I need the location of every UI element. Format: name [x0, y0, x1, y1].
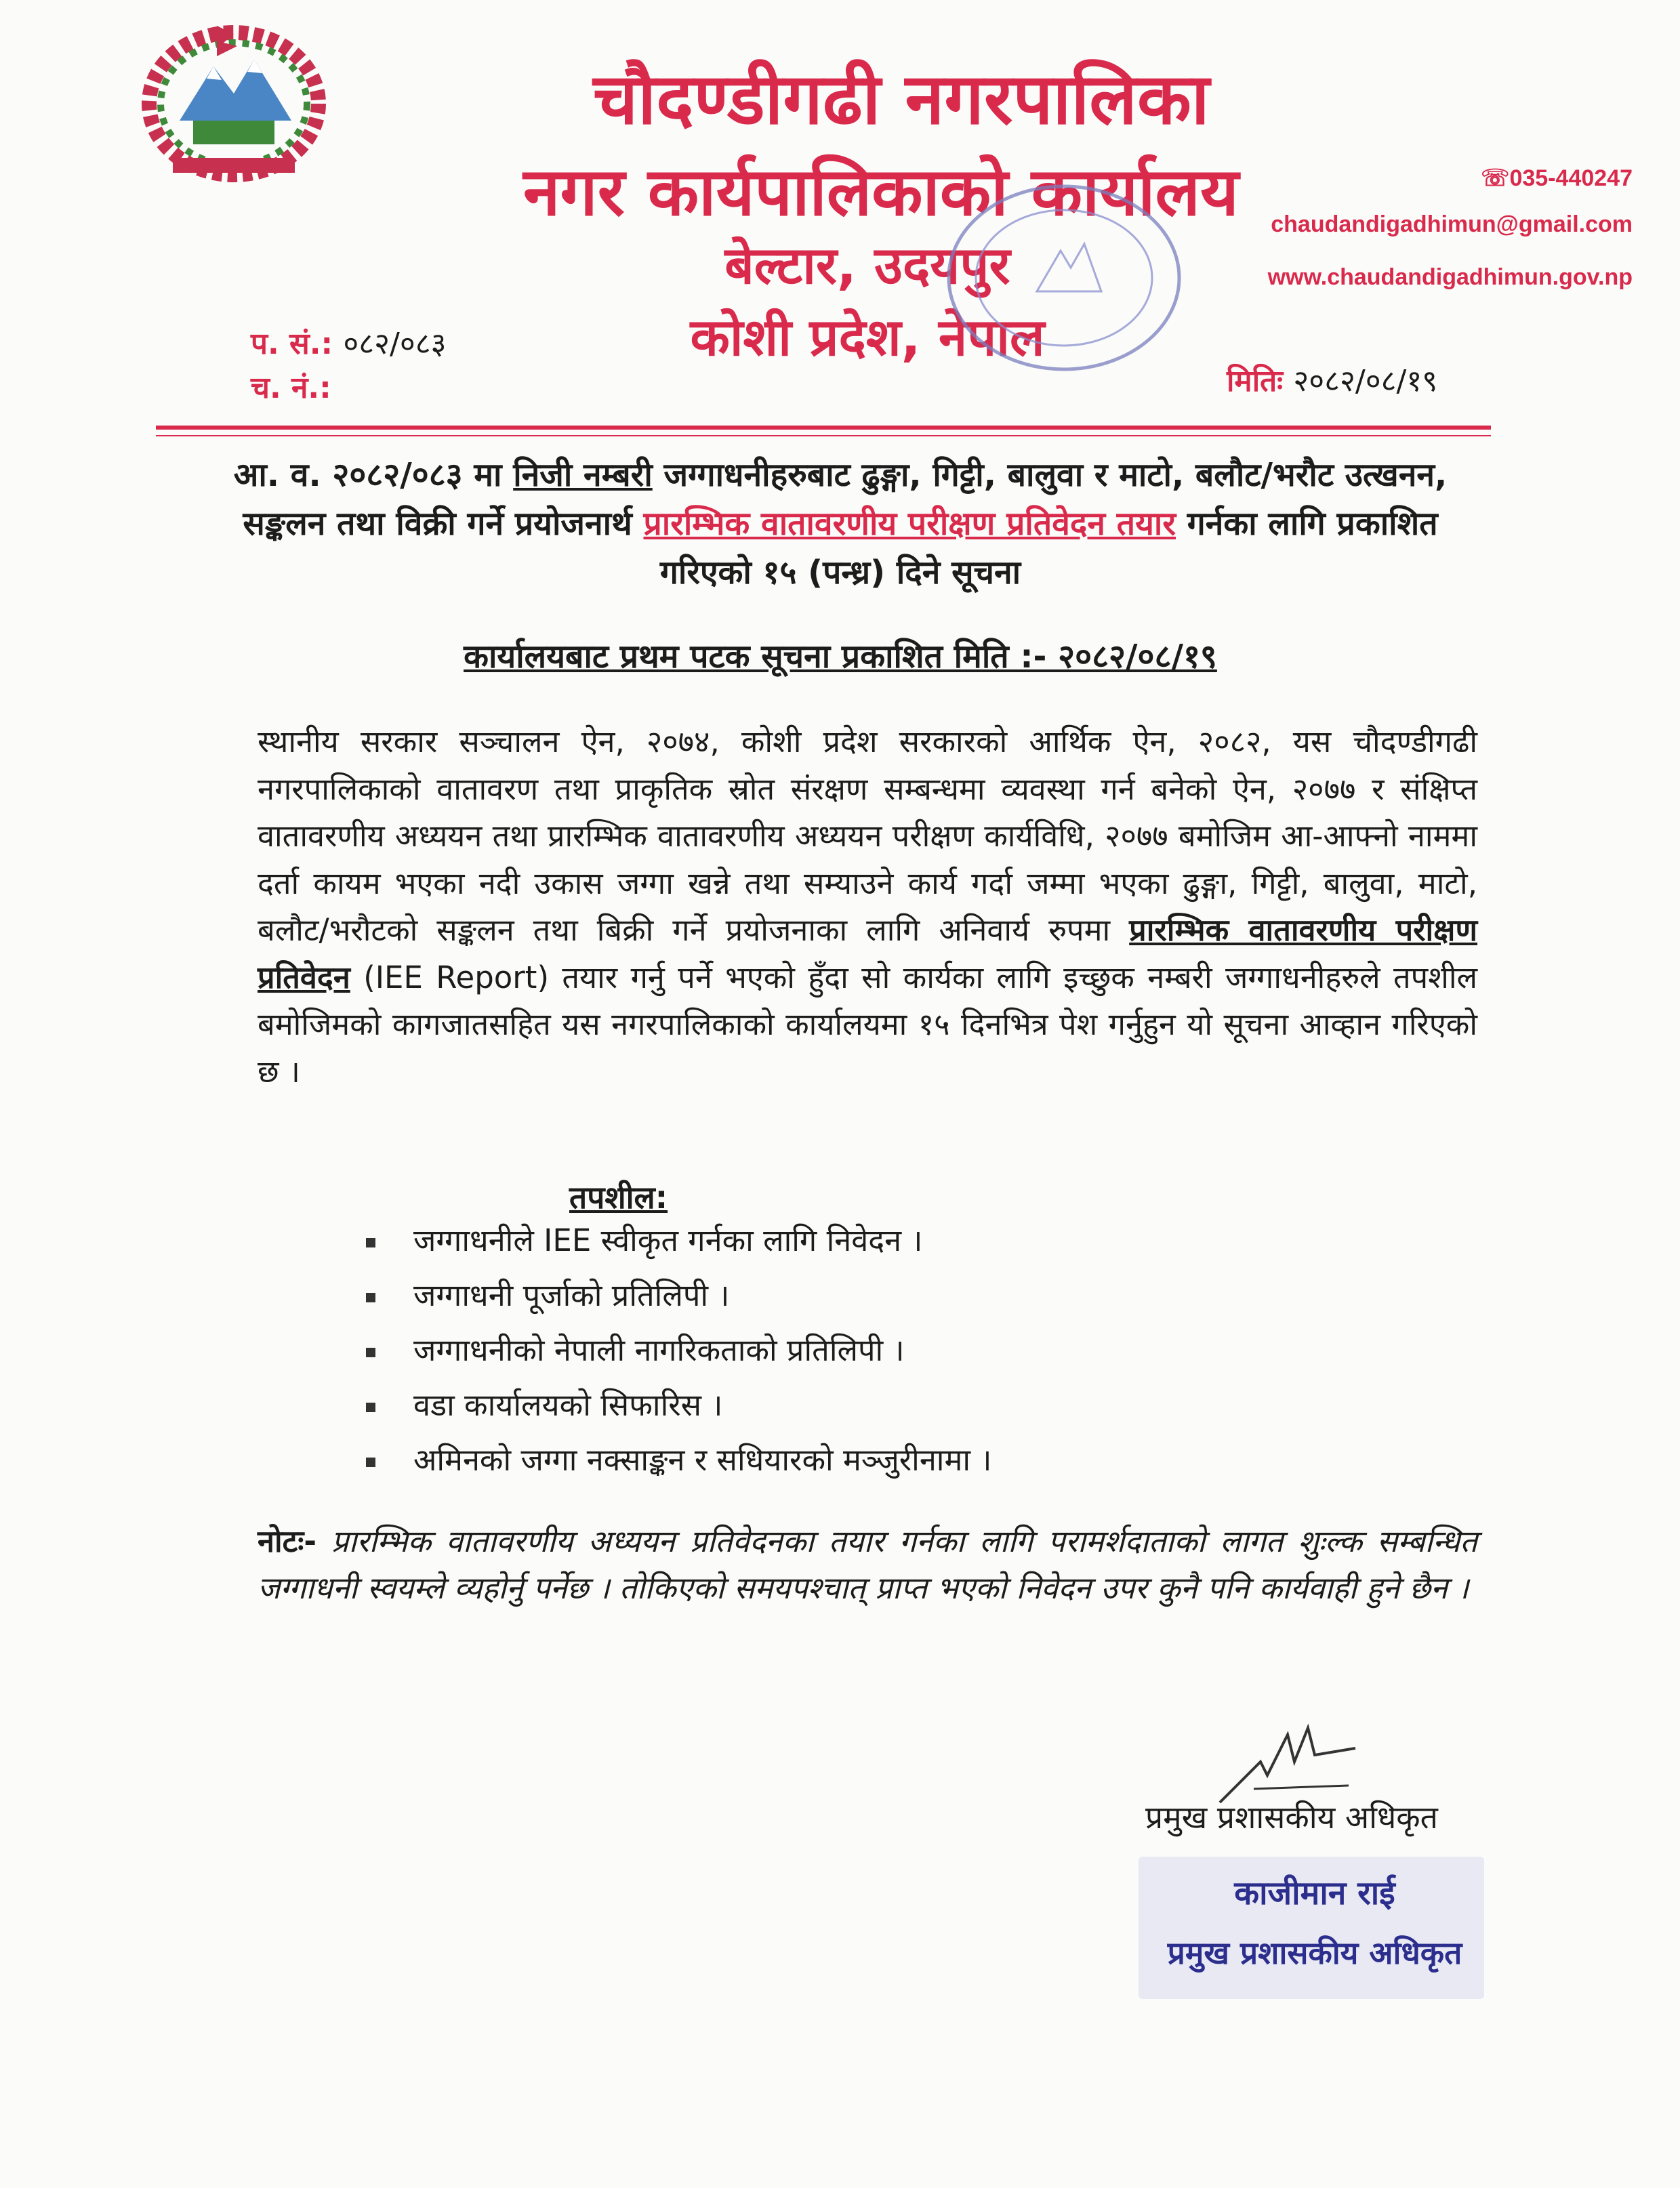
- note-text: प्रारम्भिक वातावरणीय अध्ययन प्रतिवेदनका तयार गर्नका लागि परामर्शदाताको लागत शुःल्क सम्बन्धित जग्गाधनी स्वयम्ले व्यहोर्नु पर्नेछ । तोकिएको समयपश्चात् प्राप्त भएको निवेदन उपर कुनै पनि कार्यवाही हुने छैन ।: [258, 1523, 1477, 1606]
- note-paragraph: [258, 1518, 1477, 1611]
- date-value: २०८२/०८/१९: [1293, 364, 1438, 398]
- notice-body: [258, 718, 1477, 1095]
- list-item-text: जग्गाधनीले IEE स्वीकृत गर्नका लागि निवेदन ।: [413, 1222, 923, 1258]
- date-label: मितिः: [1227, 364, 1284, 398]
- notice-subject: [203, 451, 1477, 597]
- chalani-label: च. नं.:: [251, 371, 331, 405]
- stamp-officer-name: काजीमान राई: [1234, 1874, 1395, 1912]
- phone-number: ☏035-440247: [1480, 165, 1633, 191]
- date-line: [1227, 359, 1437, 400]
- list-item: [366, 1268, 991, 1323]
- address-line-1: बेल्टार, उदयपुर: [724, 235, 1010, 295]
- body-bold: प्रारम्भिक वातावरणीय परीक्षण प्रतिवेदन: [258, 912, 1477, 995]
- website-link[interactable]: www.chaudandigadhimun.gov.np: [1267, 264, 1633, 290]
- stamp-officer-title: प्रमुख प्रशासकीय अधिकृत: [1167, 1935, 1462, 1971]
- chalani-number: [251, 366, 331, 407]
- bullet-icon: [366, 1293, 375, 1302]
- subject-part-1: आ. व. २०८२/०८३ मा: [233, 456, 514, 494]
- subject-highlight-2: प्रारम्भिक वातावरणीय परीक्षण प्रतिवेदन तयार: [643, 505, 1176, 543]
- list-item-text: वडा कार्यालयको सिफारिस ।: [413, 1387, 723, 1423]
- office-title: नगर कार्यपालिकाको कार्यालय: [523, 154, 1239, 231]
- list-item: [366, 1432, 991, 1487]
- municipality-title: चौदण्डीगढी नगरपालिका: [593, 58, 1210, 140]
- subject-highlight-1: निजी नम्बरी: [513, 456, 653, 494]
- bullet-icon: [366, 1238, 375, 1247]
- bullet-icon: [366, 1458, 375, 1467]
- list-item: [366, 1378, 991, 1432]
- office-seal-stamp: [935, 176, 1193, 386]
- officer-designation: प्रमुख प्रशासकीय अधिकृत: [1145, 1799, 1438, 1836]
- list-item-text: अमिनको जग्गा नक्साङ्कन र सधियारको मञ्जुरीनामा ।: [413, 1442, 992, 1478]
- body-text-2: (IEE Report) तयार गर्नु पर्ने भएको हुँदा सो कार्यका लागि इच्छुक नम्बरी जग्गाधनीहरुले तपशील बमोजिमको कागजातसहित यस नगरपालिकाको कार्यालयमा १५ दिनभित्र पेश गर्नुहुन यो सूचना आव्हान गरिएको छ ।: [258, 959, 1477, 1090]
- header-rule-thick: [156, 426, 1491, 430]
- bullet-icon: [366, 1403, 375, 1412]
- publish-date-line: कार्यालयबाट प्रथम पटक सूचना प्रकाशित मिति :- २०८२/०८/१९: [464, 638, 1217, 676]
- tapsil-heading: तपशील:: [569, 1179, 668, 1216]
- patra-label: प. सं.:: [251, 327, 333, 361]
- header-rule-thin: [156, 435, 1491, 436]
- patra-sankhya: [251, 322, 447, 363]
- note-label: नोटः-: [258, 1523, 317, 1559]
- list-item-text: जग्गाधनी पूर्जाको प्रतिलिपी ।: [413, 1277, 730, 1313]
- subject-part-5: गर्नका लागि प्रकाशित गरिएको १५ (पन्ध्र) दिने सूचना: [659, 505, 1438, 592]
- list-item: [366, 1323, 991, 1378]
- patra-value: ०८२/०८३: [343, 327, 447, 361]
- list-item-text: जग्गाधनीको नेपाली नागरिकताको प्रतिलिपी ।: [413, 1332, 905, 1368]
- email-address[interactable]: chaudandigadhimun@gmail.com: [1271, 211, 1633, 237]
- bullet-icon: [366, 1348, 375, 1357]
- body-text-1: स्थानीय सरकार सञ्चालन ऐन, २०७४, कोशी प्रदेश सरकारको आर्थिक ऐन, २०८२, यस चौदण्डीगढी नगरपालिकाको वातावरण तथा प्राकृतिक स्रोत संरक्षण सम्बन्धमा व्यवस्था गर्न बनेको ऐन, २०७७ र संक्षिप्त वातावरणीय अध्ययन तथा प्रारम्भिक वातावरणीय अध्ययन परीक्षण कार्यविधि, २०७७ बमोजिम आ-आफ्नो नाममा दर्ता कायम भएका नदी उकास जग्गा खन्ने तथा सम्याउने कार्य गर्दा जम्मा भएका ढुङ्गा, गिट्टी, बालुवा, माटो, बलौट/भरौटको सङ्कलन तथा बिक्री गर्ने प्रयोजनाका लागि अनिवार्य रुपमा: [258, 724, 1477, 948]
- list-item: [366, 1213, 991, 1268]
- subject-part-3: जग्गाधनीहरुबाट ढुङ्गा, गिट्टी, बालुवा र माटो, बलौट/भरौट उत्खनन, सङ्कलन तथा विक्री गर्ने प्रयोजनार्थ: [243, 456, 1448, 543]
- address-line-2: कोशी प्रदेश, नेपाल: [690, 307, 1045, 367]
- nepal-emblem-icon: [132, 19, 335, 188]
- tapsil-list: [366, 1213, 991, 1487]
